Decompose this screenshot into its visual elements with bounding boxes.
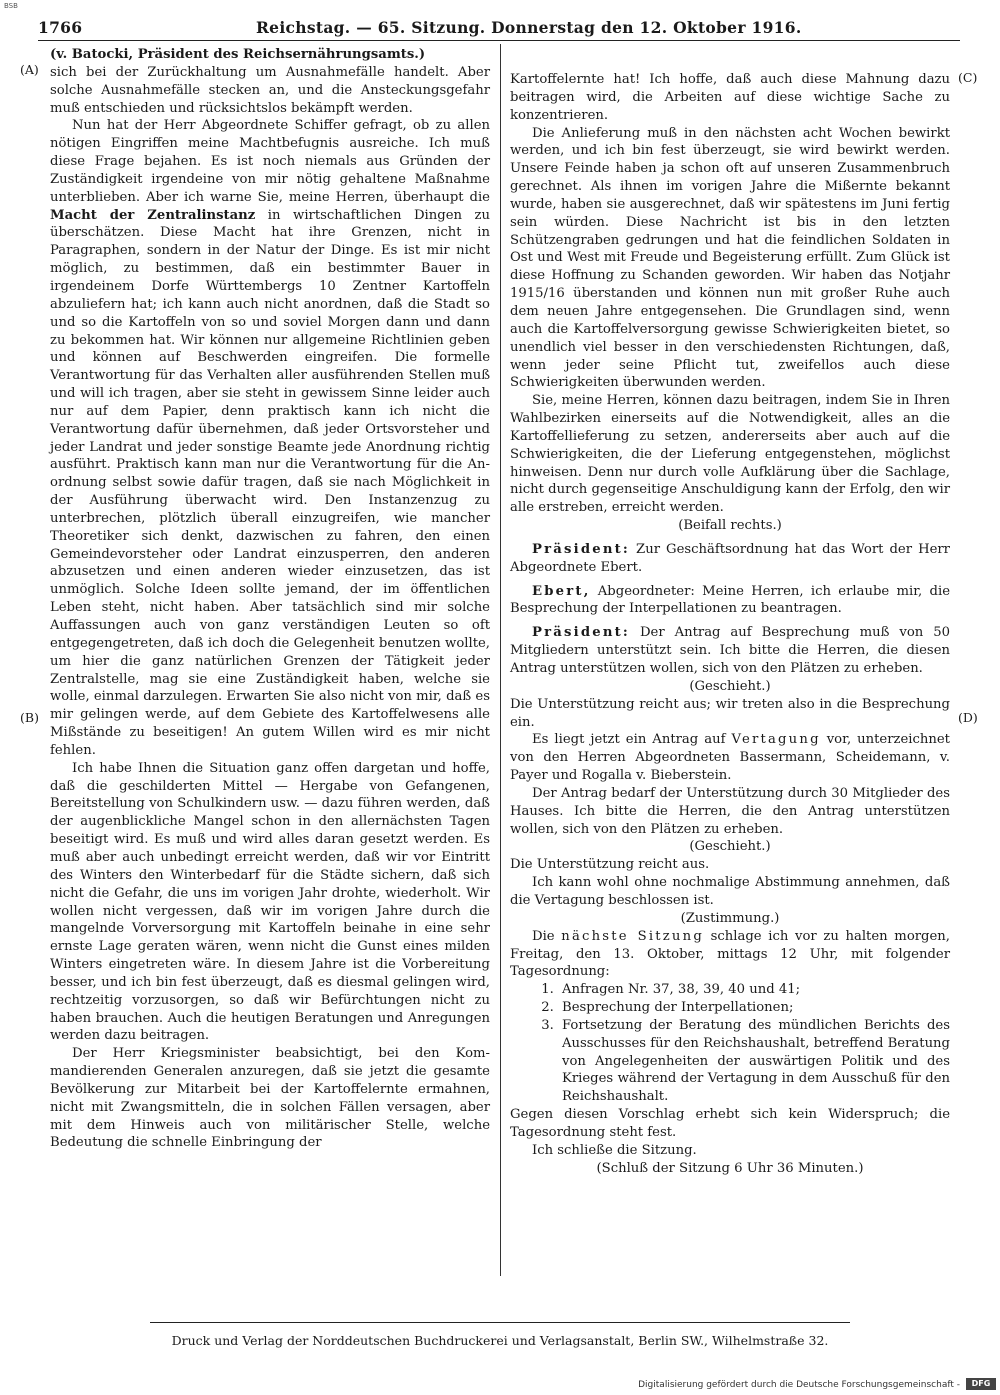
margin-marker-b: (B) [20, 710, 39, 725]
page-header [38, 18, 960, 40]
left-column [50, 46, 490, 1152]
right-column [510, 71, 950, 1177]
stage-direction: (Zustimmung.) [680, 910, 780, 926]
speaker-name: Präsident: [532, 541, 631, 557]
stage-direction: (Geschieht.) [689, 678, 771, 694]
paragraph: Die Unterstützung reicht aus; wir treten also in die Besprechung ein. [510, 696, 950, 730]
header-rule [38, 40, 960, 41]
agenda-item: 2. Besprechung der Interpellationen; [558, 999, 950, 1017]
paragraph: Nun hat der Herr Abgeordnete Schiffer gefragt, ob zu allen nötigen Eingriffen meine Machtbefugnis ausreiche. Ich muß diese Frage bejahen. Es ist noch niemals aus Gründen der Zuständigkeit irgendeine von mir nötig gehaltene Maßnahme unterblieben. Aber ich warne Sie, meine Herren, überhaupt die Macht der Zentralinstanz in wirtschaftlichen Dingen zu überschätzen. Diese Macht hat ihre Grenzen, nicht in Paragraphen, sondern in der Natur der Dinge. Es ist mir nicht möglich, zu bestimmen, daß ein bestimmter Bauer in irgendeinem Dorfe Württembergs 10 Zentner Kartoffeln abzuliefern hat; ich kann auch nicht anordnen, daß die Stadt so und so die Kartoffeln von so und soviel Morgen dann und dann zu bekommen hat. Wir können nur allgemeine Richtlinien geben und können auf Beschwerden eingreifen. Die formelle Verantwortung für das Verhalten aller ausführenden Stellen muß und will ich tragen, aber sie steht in gewissem Sinne leider auch nur auf dem Papier, denn praktisch kann ich nicht die Verantwortung dafür übernehmen, daß jeder Ortsvorsteher und jeder Landrat und jeder sonstige Beamte jede Anordnung richtig ausführt. Praktisch kann man nur die Verantwortung für die Anordnung selbst sowie dafür tragen, daß sie nach Möglichkeit in der Ausführung überwacht wird. Den Instanzenzug zu unterbrechen, plötzlich überall einzugreifen, wie mancher Theoretiker sich denkt, dazwischen zu fahren, den einen Gemeindevorsteher oder Landrat einzusperren, den anderen abzusetzen und einen anderen wieder einzusetzen, das ist unmöglich. Solche Ideen sollte jemand, der im öffentlichen Leben steht, nicht haben. Aber tatsächlich sind mir solche Auffassungen auch von ganz verständigen Leuten so oft entgegengetreten, daß ich doch die Gelegenheit benutzen wollte, um hier die ganz natürlichen Grenzen der Tätigkeit jeder Zentralstelle, mag sie eine Zuständigkeit haben, welche sie wolle, einmal darzulegen. Erwarten Sie also nicht von mir, daß es mir gelingen werde, auf dem Gebiete des Kartoffelwesens alle Mißstände zu beseitigen! An gutem Willen wird es mir nicht fehlen. [50, 118, 490, 758]
emphasis: Macht der Zentralinstanz [50, 207, 256, 223]
stage-direction: (Beifall rechts.) [678, 518, 782, 534]
agenda-list [510, 981, 950, 1106]
column-divider [500, 44, 501, 1276]
paragraph: sich bei der Zurückhaltung um Ausnahmefälle handelt. Aber solche Ausnahmefälle stecken an, und die Ansteckungsgefahr muß entschieden und rücksichtslos bekämpft werden. [50, 64, 490, 116]
agenda-item: 3. Fortsetzung der Beratung des mündlichen Berichts des Ausschusses für den Reichshaushalt, betreffend Beratung von Angelegenheiten der auswärtigen Politik und des Krieges während der Vertagung in dem Ausschuß für den Reichshaushalt. [558, 1017, 950, 1106]
paragraph: Ich kann wohl ohne nochmalige Abstimmung annehmen, daß die Vertagung beschlossen ist. [510, 875, 950, 908]
paragraph: Kartoffelernte hat! Ich hoffe, daß auch diese Mahnung dazu beitragen wird, die Arbeiten auf diese wichtige Sache zu konzentrieren. [510, 72, 950, 123]
running-title: Reichstag. — 65. Sitzung. Donnerstag den 12. Oktober 1916. [256, 18, 802, 37]
digitization-credit: Digitalisierung gefördert durch die Deutsche Forschungsgemeinschaft - [638, 1380, 960, 1390]
page-number: 1766 [38, 18, 83, 37]
speaker-line: (v. Batocki, Präsident des Reichsernährungsamts.) [50, 47, 426, 62]
agenda-item: 1. Anfragen Nr. 37, 38, 39, 40 und 41; [558, 981, 950, 999]
paragraph: Ich schließe die Sitzung. [532, 1142, 697, 1158]
margin-marker-a: (A) [20, 62, 39, 77]
paragraph: Die nächste Sitzung schlage ich vor zu halten morgen, Freitag, den 13. Oktober, mittags 12 Uhr, mit folgender Tagesordnung: [510, 928, 950, 980]
spaced-term: Vertagung [731, 732, 821, 748]
library-label: BSB [4, 2, 18, 10]
paragraph: Es liegt jetzt ein Antrag auf Vertagung vor, unterzeichnet von den Herren Abgeordneten Bassermann, Scheidemann, v. Payer und Rogalla v. Bieberstein. [510, 732, 950, 784]
speaker-name: Ebert, [532, 583, 591, 599]
paragraph: Die Anlieferung muß in den nächsten acht Wochen bewirkt werden, und ich bin fest überzeugt, sie wird bewirkt werden. Unsere Feinde haben ja schon oft auf unseren Zusammenbruch gerechnet. Als ihnen im vorigen Jahre die Mißernte bekannt wurde, haben sie ausgerechnet, daß wir spätestens im Juni fertig sein würden. Diese Nachricht ist bis in den letzten Schützengraben gedrungen und hat die feindlichen Soldaten in Ost und West mit Freude und Begeisterung erfüllt. Zum Glück ist diese Hoffnung zu Schanden geworden. Wir haben das Notjahr 1915/16 überstanden und können nun mit großer Ruhe auch dem neuen Jahre entgegensehen. Die Grundlagen sind, wenn auch die Kartoffelversorgung gewisse Schwierigkeiten bietet, so unendlich viel besser in den verschiedensten Richtungen, daß, wenn jeder seine Pflicht tut, zweifellos auch diese Schwierigkeiten überwunden werden. [510, 125, 950, 391]
closing-note: (Schluß der Sitzung 6 Uhr 36 Minuten.) [596, 1160, 864, 1176]
paragraph: Der Antrag bedarf der Unterstützung durch 30 Mitglieder des Hauses. Ich bitte die Herren, die den Antrag unterstützen wollen, sich von den Plätzen zu erheben. [510, 785, 950, 837]
paragraph: Ich habe Ihnen die Situation ganz offen dargetan und hoffe, daß die geschilderten Mittel — Hergabe von Gefangenen, Bereitstellung von Schulkindern usw. — dazu führen werden, daß der augenblickliche Mangel schon in den allernächsten Tagen beseitigt wird. Es muß und wird alles daran gesetzt werden. Es muß aber auch unbedingt erreicht werden, daß wir vor Eintritt des Winters den Winterbedarf für die Städte sichern, daß sich nicht die Gefahr, die uns im vorigen Jahr drohte, wiederholt. Wir wollen nicht vergessen, daß wir im vorigen Jahre durch die mangelnde Vorversorgung mit Kartoffeln beinahe in eine sehr ernste Lage geraten wären, wenn nicht die Gunst eines milden Winters eingetreten wäre. In diesem Jahre ist die Vorbereitung besser, und ich bin fest überzeugt, daß es diesmal gelingen wird, rechtzeitig vorzusorgen, so daß wir Befürchtungen nicht zu haben brauchen. Auch die heutigen Beratungen und Anregungen werden dazu beitragen. [50, 760, 490, 1044]
margin-marker-c: (C) [958, 70, 978, 85]
spaced-term: nächste Sitzung [561, 928, 704, 944]
paragraph: Gegen diesen Vorschlag erhebt sich kein Widerspruch; die Tagesordnung steht fest. [510, 1107, 950, 1140]
paragraph: Der Herr Kriegsminister beabsichtigt, bei den Kommandierenden Generalen anzuregen, daß sie jetzt die gesamte Bevölkerung zur Mitarbeit bei der Kartoffelernte ermahnen, nicht mit Zwangsmitteln, die in solchen Fällen versagen, aber mit dem Hinweis auch von militärischer Stelle, welche Bedeutung die schnelle Einbringung der [50, 1046, 490, 1151]
speaker-name: Präsident: [532, 625, 631, 641]
paragraph: Sie, meine Herren, können dazu beitragen, indem Sie in Ihren Wahlbezirken einerseits auf die Notwendigkeit, alles an die Kartoffellieferung zu setzen, andererseits aber auch auf die Schwierigkeiten, die der Lieferung entgegenstehen, möglichst hinweisen. Denn nur durch volle Aufklärung über die Sachlage, nicht durch gegenseitige Anschuldigung kann der Erfolg, den wir alle erstreben, erreicht werden. [510, 393, 950, 516]
printer-imprint: Druck und Verlag der Norddeutschen Buchdruckerei und Verlagsanstalt, Berlin SW., Wilhelmstraße 32. [171, 1333, 829, 1348]
stage-direction: (Geschieht.) [689, 839, 771, 855]
speech: Präsident: Der Antrag auf Besprechung muß von 50 Mitgliedern unterstützt sein. Ich bitte die Herren, die diesen Antrag unterstützen wollen, sich von den Plätzen zu erheben. [510, 625, 950, 676]
speech: Präsident: Zur Geschäftsordnung hat das Wort der Herr Abgeordnete Ebert. [510, 541, 950, 575]
speech: Ebert, Abgeordneter: Meine Herren, ich erlaube mir, die Besprechung der Interpellationen zu beantragen. [510, 583, 950, 617]
dfg-logo: DFG [966, 1378, 996, 1390]
paragraph: Die Unterstützung reicht aus. [510, 857, 710, 873]
margin-marker-d: (D) [958, 710, 978, 725]
footer-rule [150, 1322, 850, 1323]
